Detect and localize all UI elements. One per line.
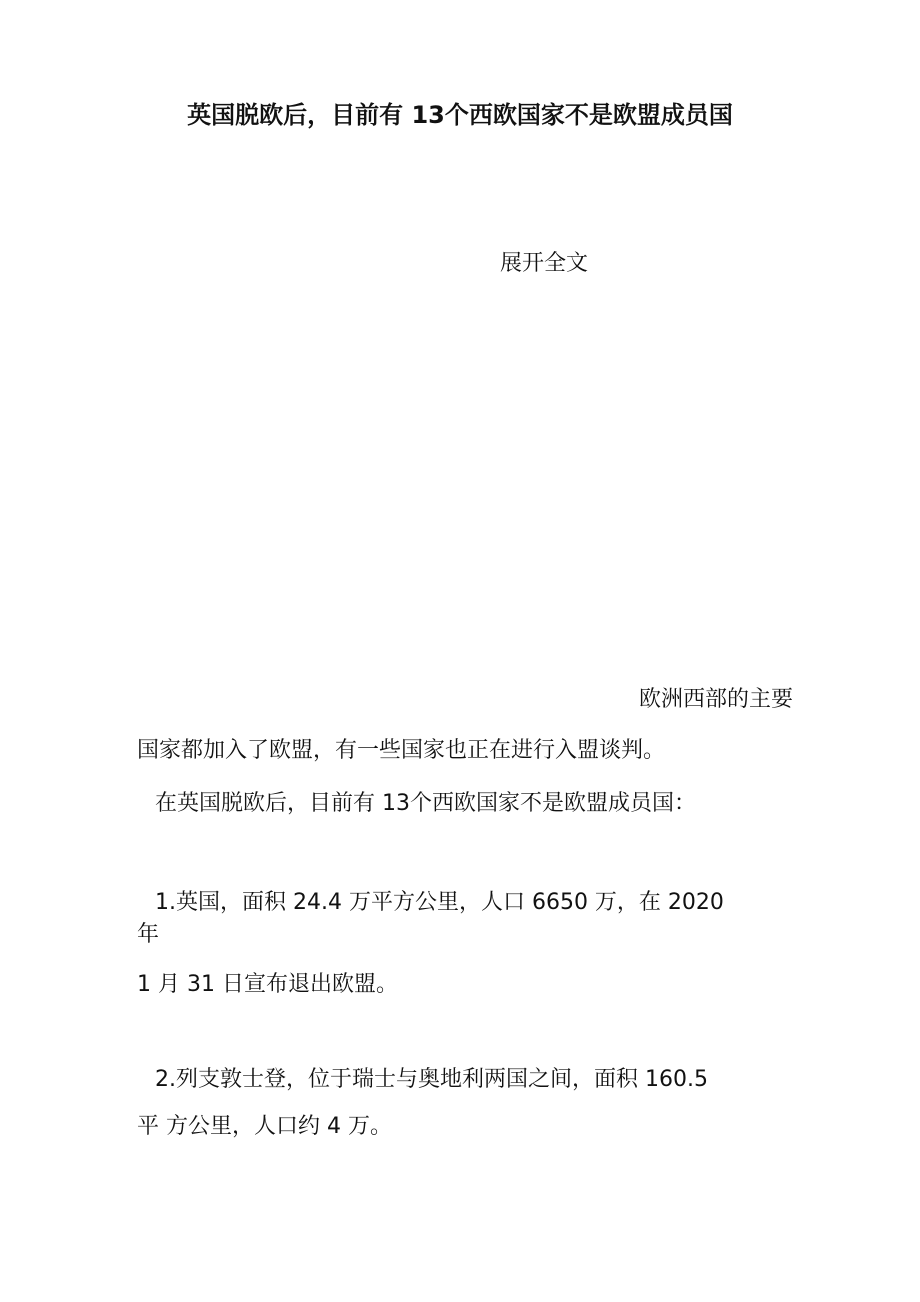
list-item-line: 2.列支敦士登，位于瑞士与奥地利两国之间，面积 160.5	[155, 1067, 708, 1092]
paragraph-line: 欧洲西部的主要	[638, 687, 793, 712]
list-item-line: 1.英国，面积 24.4 万平方公里，人口 6650 万，在 2020	[155, 890, 724, 915]
list-item-line: 1 月 31 日宣布退出欧盟。	[137, 972, 398, 997]
list-item-line: 年	[137, 922, 160, 947]
paragraph-line: 国家都加入了欧盟，有一些国家也正在进行入盟谈判。	[137, 738, 666, 763]
document-title: 英国脱欧后，目前有 13个西欧国家不是欧盟成员国	[187, 101, 733, 129]
paragraph-line: 在英国脱欧后，目前有 13个西欧国家不是欧盟成员国：	[155, 791, 696, 816]
list-item-line: 平 方公里，人口约 4 万。	[137, 1114, 392, 1139]
expand-full-text-link[interactable]: 展开全文	[500, 251, 589, 276]
